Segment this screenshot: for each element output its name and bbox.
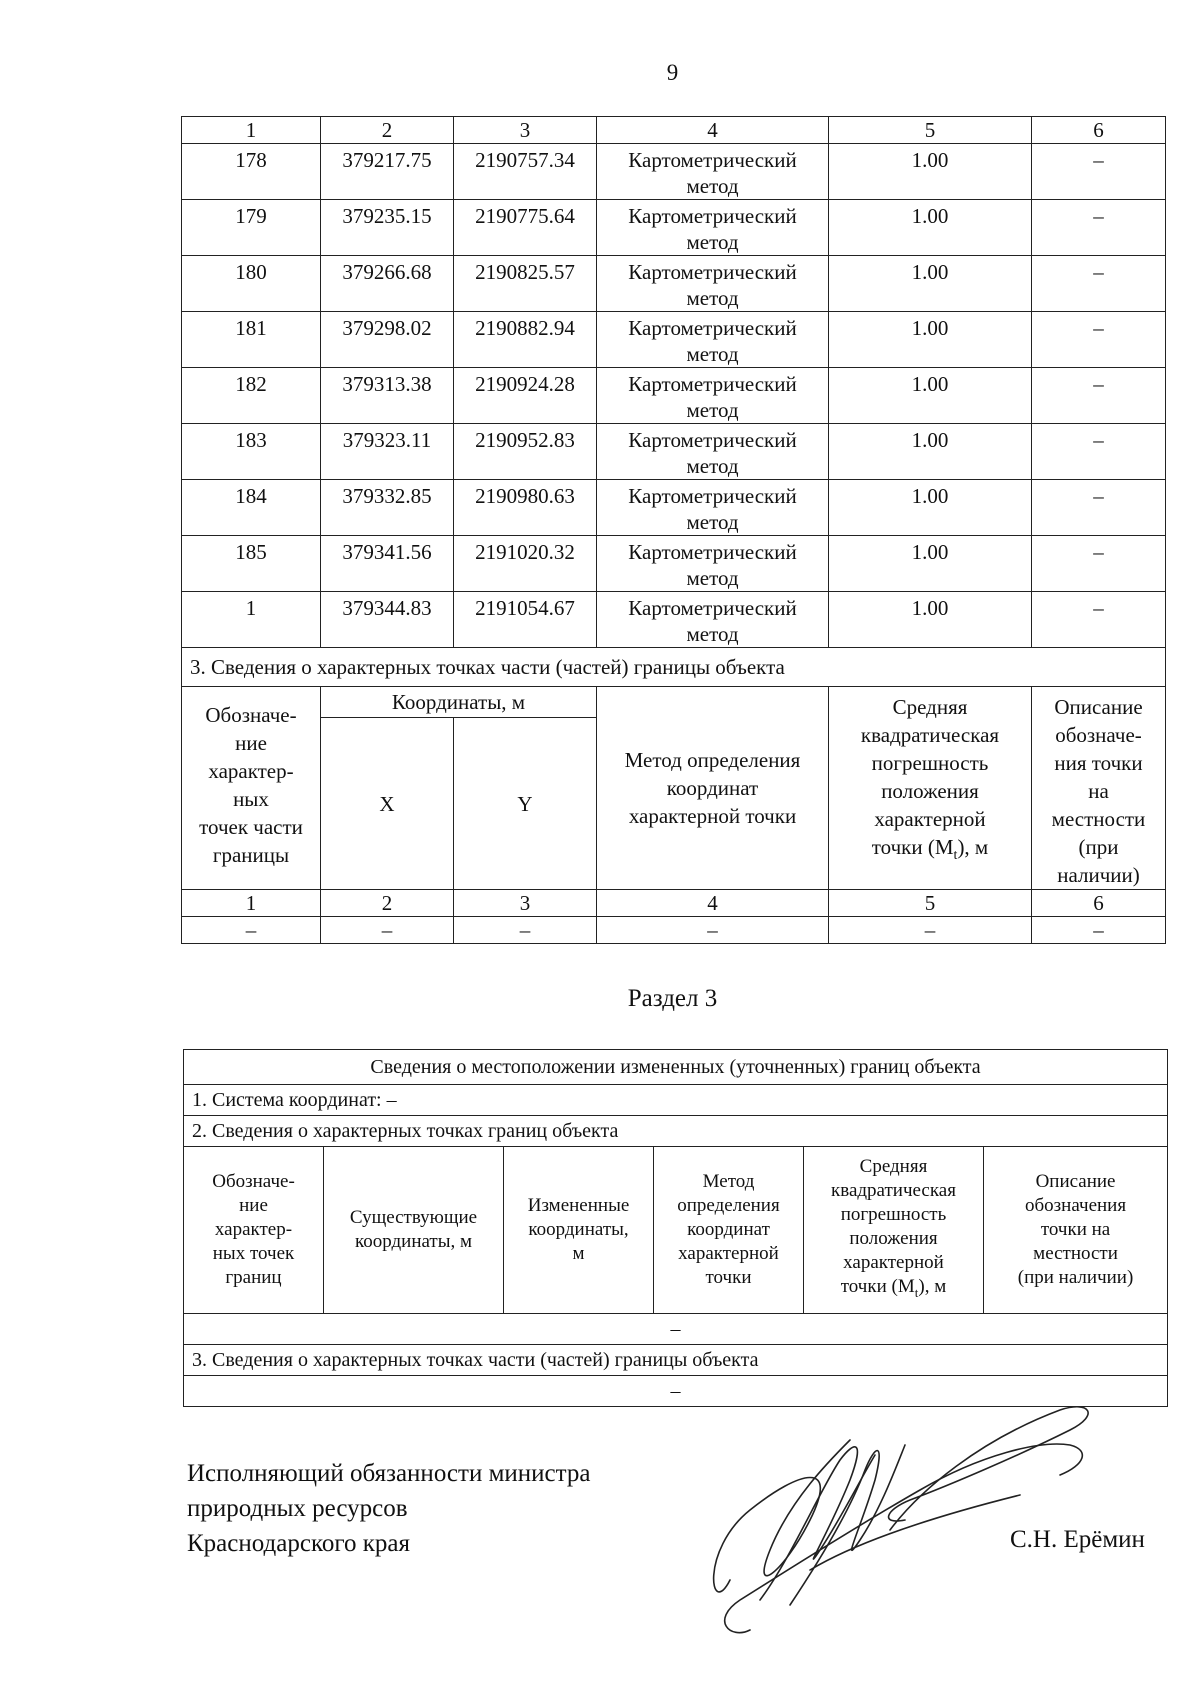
part-header-row (182, 687, 1166, 718)
header-line (829, 833, 1031, 870)
description: – (1032, 368, 1166, 424)
signatory-name: С.Н. Ерёмин (1010, 1526, 1145, 1553)
method-line: метод (686, 342, 739, 366)
x-coordinate: 379266.68 (321, 256, 454, 312)
header-line: Обозначе- (212, 1170, 295, 1192)
description: – (1032, 592, 1166, 648)
header-line: координат (687, 1218, 770, 1240)
method (597, 368, 829, 424)
point-number: 182 (182, 368, 321, 424)
column-number: 2 (321, 890, 454, 917)
header-line: (при (1078, 835, 1119, 859)
method-line: Картометрический (628, 372, 797, 396)
column-number: 6 (1032, 117, 1166, 144)
coord-system-row (184, 1085, 1168, 1116)
dash-cell: – (321, 917, 454, 944)
point-number: 180 (182, 256, 321, 312)
part-title-row (184, 1344, 1168, 1375)
method-line: метод (686, 230, 739, 254)
table-row (182, 536, 1166, 592)
page-number: 9 (666, 60, 679, 85)
header-line: Обозначе- (205, 703, 297, 727)
header-line: Метод определения (624, 748, 801, 772)
column-number: 1 (182, 890, 321, 917)
part-section-title-row (182, 648, 1166, 687)
part-dash-row (182, 917, 1166, 944)
points-dash-row (184, 1313, 1168, 1344)
method-line: Картометрический (628, 540, 797, 564)
changed-boundaries-table (183, 1049, 1168, 1407)
header-line: точек части (199, 815, 303, 839)
description: – (1032, 256, 1166, 312)
section3-title: Сведения о местоположении измененных (уточненных) границ объекта (184, 1050, 1168, 1085)
header-line: погрешность (871, 751, 989, 775)
header-line: Существующие (349, 1206, 478, 1228)
header-line: квадратическая (831, 1180, 956, 1201)
method-line: Картометрический (628, 260, 797, 284)
method (597, 200, 829, 256)
description: – (1032, 424, 1166, 480)
header-line: ных (233, 787, 269, 811)
column-number: 6 (1032, 890, 1166, 917)
table-row (182, 144, 1166, 200)
column-number: 4 (597, 117, 829, 144)
method-line: метод (686, 398, 739, 422)
header-line: погрешность (840, 1204, 947, 1225)
dash-cell: – (1032, 917, 1166, 944)
dash-cell: – (184, 1375, 1168, 1406)
y-coordinate: 2190775.64 (454, 200, 597, 256)
signatory-title (187, 1456, 590, 1561)
method (597, 536, 829, 592)
mean-error: 1.00 (829, 368, 1032, 424)
part-title: 3. Сведения о характерных точках части (частей) границы объекта (184, 1344, 1168, 1375)
handwritten-signature (690, 1400, 1110, 1640)
x-coordinate: 379323.11 (321, 424, 454, 480)
section3-header-row (184, 1147, 1168, 1314)
table-row (182, 256, 1166, 312)
mean-error: 1.00 (829, 424, 1032, 480)
point-number: 183 (182, 424, 321, 480)
header-text: ), м (957, 835, 989, 859)
header-line: ние (235, 731, 267, 755)
header-line: положения (849, 1228, 938, 1249)
column-number: 5 (829, 890, 1032, 917)
method-line: Картометрический (628, 204, 797, 228)
dash-cell: – (829, 917, 1032, 944)
mean-error: 1.00 (829, 480, 1032, 536)
method-line: Картометрический (628, 484, 797, 508)
header-line: Средняя (859, 1156, 928, 1177)
dash-cell: – (182, 917, 321, 944)
points-table (181, 116, 1166, 944)
designation-header (184, 1147, 324, 1314)
method-line: Картометрический (628, 316, 797, 340)
header-line: характерной (843, 1252, 944, 1273)
point-number: 179 (182, 200, 321, 256)
method-line: метод (686, 622, 739, 646)
method-line: Картометрический (628, 596, 797, 620)
header-line: положения (881, 779, 979, 803)
table-row (182, 312, 1166, 368)
method-line: метод (686, 454, 739, 478)
coordinates-header: Координаты, м (321, 687, 597, 718)
method-line: метод (686, 174, 739, 198)
header-line: определения (677, 1194, 780, 1216)
method (597, 592, 829, 648)
y-coordinate: 2190882.94 (454, 312, 597, 368)
header-line: обозначе- (1055, 723, 1142, 747)
y-coordinate: 2191020.32 (454, 536, 597, 592)
section-heading: Раздел 3 (627, 985, 718, 1012)
method-header (597, 687, 829, 890)
method-line: Картометрический (628, 428, 797, 452)
mean-error: 1.00 (829, 536, 1032, 592)
x-coordinate: 379313.38 (321, 368, 454, 424)
method (597, 312, 829, 368)
header-line: характерной (874, 807, 986, 831)
header-text: точки (M (840, 1276, 915, 1297)
mean-error: 1.00 (829, 256, 1032, 312)
header-line: наличии) (1057, 863, 1140, 887)
mean-error: 1.00 (829, 592, 1032, 648)
error-header (829, 687, 1032, 890)
designation-header (182, 687, 321, 890)
method-line: Картометрический (628, 148, 797, 172)
header-line: координаты, м (354, 1230, 473, 1252)
header-line: Метод (702, 1170, 755, 1192)
y-coordinate: 2190825.57 (454, 256, 597, 312)
header-line: характер- (214, 1218, 293, 1240)
method (597, 480, 829, 536)
header-text: ), м (918, 1276, 947, 1297)
points-title-row (184, 1116, 1168, 1147)
column-number: 5 (829, 117, 1032, 144)
method-header (654, 1147, 804, 1314)
header-line: местности (1033, 1242, 1118, 1264)
header-subscript: t (953, 848, 958, 864)
dash-cell: – (597, 917, 829, 944)
y-header: Y (454, 718, 597, 890)
y-coordinate: 2190952.83 (454, 424, 597, 480)
table-row (182, 368, 1166, 424)
method-line: метод (686, 566, 739, 590)
dash-cell: – (184, 1313, 1168, 1344)
column-number: 4 (597, 890, 829, 917)
header-line: характерной точки (628, 804, 797, 828)
point-number: 185 (182, 536, 321, 592)
existing-coords-header (324, 1147, 504, 1314)
mean-error: 1.00 (829, 312, 1032, 368)
y-coordinate: 2190980.63 (454, 480, 597, 536)
description-header (984, 1147, 1168, 1314)
point-number: 181 (182, 312, 321, 368)
method (597, 144, 829, 200)
method-line: метод (686, 286, 739, 310)
header-line (806, 1275, 981, 1305)
point-number: 178 (182, 144, 321, 200)
point-number: 1 (182, 592, 321, 648)
column-number: 1 (182, 117, 321, 144)
x-coordinate: 379217.75 (321, 144, 454, 200)
table-row (182, 592, 1166, 648)
y-coordinate: 2190924.28 (454, 368, 597, 424)
header-line: обозначения (1025, 1194, 1127, 1216)
header-line: Описание (1054, 695, 1143, 719)
changed-coords-header (504, 1147, 654, 1314)
header-line: Описание (1035, 1170, 1116, 1192)
signatory-title-line: природных ресурсов (187, 1495, 408, 1522)
part-section-title: 3. Сведения о характерных точках части (частей) границы объекта (182, 648, 1166, 687)
header-line: ния точки (1054, 751, 1143, 775)
x-coordinate: 379235.15 (321, 200, 454, 256)
description: – (1032, 536, 1166, 592)
points-title: 2. Сведения о характерных точках границ объекта (184, 1116, 1168, 1147)
header-line: границ (225, 1266, 282, 1288)
header-line: местности (1051, 807, 1146, 831)
table-row (182, 480, 1166, 536)
header-subscript: t (914, 1284, 919, 1300)
header-line: характерной (678, 1242, 779, 1264)
header-line: (при наличии) (1017, 1266, 1134, 1288)
header-line: квадратическая (860, 723, 1000, 747)
x-coordinate: 379298.02 (321, 312, 454, 368)
x-coordinate: 379344.83 (321, 592, 454, 648)
error-header (804, 1147, 984, 1314)
header-line: м (572, 1242, 585, 1264)
section3-title-row (184, 1050, 1168, 1085)
point-number: 184 (182, 480, 321, 536)
description: – (1032, 480, 1166, 536)
x-header: X (321, 718, 454, 890)
header-text: точки (M (871, 835, 954, 859)
y-coordinate: 2190757.34 (454, 144, 597, 200)
method (597, 256, 829, 312)
header-line: границы (212, 843, 290, 867)
column-number: 3 (454, 117, 597, 144)
table-row (182, 200, 1166, 256)
column-number: 2 (321, 117, 454, 144)
header-line: координат (666, 776, 759, 800)
header-line: точки на (1040, 1218, 1111, 1240)
description: – (1032, 312, 1166, 368)
column-number: 3 (454, 890, 597, 917)
x-coordinate: 379341.56 (321, 536, 454, 592)
description: – (1032, 144, 1166, 200)
method-line: метод (686, 510, 739, 534)
x-coordinate: 379332.85 (321, 480, 454, 536)
mean-error: 1.00 (829, 200, 1032, 256)
header-line: координаты, (528, 1218, 629, 1240)
header-line: Средняя (892, 695, 968, 719)
dash-cell: – (454, 917, 597, 944)
mean-error: 1.00 (829, 144, 1032, 200)
table-row (182, 424, 1166, 480)
method (597, 424, 829, 480)
coord-system: 1. Система координат: – (184, 1085, 1168, 1116)
header-line: ние (239, 1194, 268, 1216)
y-coordinate: 2191054.67 (454, 592, 597, 648)
header-line: точки (705, 1266, 752, 1288)
header-line: Измененные (527, 1194, 630, 1216)
header-line: характер- (208, 759, 294, 783)
header-line: на (1088, 779, 1109, 803)
header-line: ных точек (212, 1242, 295, 1264)
signatory-title-line: Краснодарского края (187, 1530, 410, 1557)
part-column-number-row (182, 890, 1166, 917)
description: – (1032, 200, 1166, 256)
column-number-row (182, 117, 1166, 144)
signatory-title-line: Исполняющий обязанности министра (187, 1460, 591, 1487)
description-header (1032, 687, 1166, 890)
